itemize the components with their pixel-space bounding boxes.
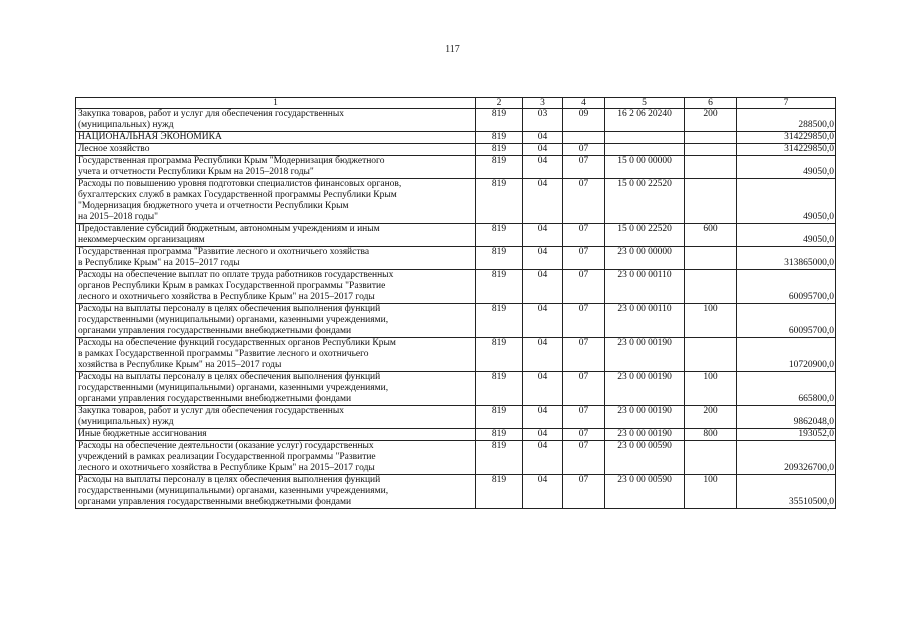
table-row [76,247,836,270]
table-row [76,475,836,509]
row-section-cell: 04 [523,270,563,304]
row-amount-cell: 209326700,0 [737,441,836,475]
row-subsection-cell: 07 [563,156,605,179]
row-section-cell: 04 [523,144,563,156]
row-expense-type-cell: 200 [685,406,737,429]
row-name-cell: Государственная программа Республики Крым "Модернизация бюджетного учета и отчетности Республики Крым на 2015–2018 годы" [76,156,476,179]
row-subsection-cell: 07 [563,406,605,429]
table-row [76,109,836,132]
row-amount-cell: 193052,0 [737,429,836,441]
row-ministry-cell: 819 [476,429,523,441]
row-ministry-cell: 819 [476,179,523,224]
row-expense-type-cell [685,441,737,475]
row-name-cell: Расходы на обеспечение функций государственных органов Республики Крым в рамках Государственной программы "Развитие лесного и охотничьего хозяйства в Республике Крым" на 2015–2017 годы [76,338,476,372]
row-name-cell: Лесное хозяйство [76,144,476,156]
row-target-cell: 23 0 00 00190 [605,406,685,429]
row-subsection-cell: 07 [563,304,605,338]
row-ministry-cell: 819 [476,372,523,406]
row-expense-type-cell: 600 [685,224,737,247]
row-target-cell: 23 0 00 00110 [605,270,685,304]
row-expense-type-cell [685,247,737,270]
row-section-cell: 04 [523,372,563,406]
row-amount-cell: 665800,0 [737,372,836,406]
row-section-cell: 04 [523,156,563,179]
row-section-cell: 04 [523,406,563,429]
row-ministry-cell: 819 [476,132,523,144]
row-amount-cell: 10720900,0 [737,338,836,372]
row-expense-type-cell [685,132,737,144]
row-ministry-cell: 819 [476,109,523,132]
row-subsection-cell: 09 [563,109,605,132]
column-header-4: 4 [563,98,605,109]
row-subsection-cell: 07 [563,429,605,441]
column-header-row [76,98,836,109]
row-section-cell: 04 [523,304,563,338]
table-row [76,338,836,372]
row-section-cell: 04 [523,132,563,144]
row-subsection-cell: 07 [563,179,605,224]
row-ministry-cell: 819 [476,441,523,475]
row-section-cell: 03 [523,109,563,132]
row-amount-cell: 314229850,0 [737,132,836,144]
row-subsection-cell: 07 [563,224,605,247]
row-ministry-cell: 819 [476,475,523,509]
row-expense-type-cell: 100 [685,372,737,406]
row-ministry-cell: 819 [476,338,523,372]
row-expense-type-cell [685,179,737,224]
row-section-cell: 04 [523,179,563,224]
row-ministry-cell: 819 [476,156,523,179]
column-header-7: 7 [737,98,836,109]
row-target-cell: 15 0 00 22520 [605,179,685,224]
table-row [76,156,836,179]
row-expense-type-cell [685,270,737,304]
row-name-cell: Государственная программа "Развитие лесного и охотничьего хозяйства в Республике Крым" на 2015–2017 годы [76,247,476,270]
row-target-cell [605,144,685,156]
row-amount-cell: 60095700,0 [737,270,836,304]
row-target-cell: 23 0 00 00110 [605,304,685,338]
row-target-cell: 16 2 06 20240 [605,109,685,132]
row-subsection-cell: 07 [563,338,605,372]
table-row [76,179,836,224]
row-section-cell: 04 [523,338,563,372]
row-subsection-cell: 07 [563,144,605,156]
table-row [76,441,836,475]
row-subsection-cell: 07 [563,247,605,270]
column-header-6: 6 [685,98,737,109]
row-name-cell: Расходы на обеспечение выплат по оплате труда работников государственных органов Республики Крым в рамках Государственной программы "Развитие лесного и охотничьего хозяйства в Республике Крым" на 2015–2017 годы [76,270,476,304]
row-section-cell: 04 [523,224,563,247]
row-expense-type-cell [685,156,737,179]
row-amount-cell: 49050,0 [737,179,836,224]
row-expense-type-cell [685,144,737,156]
table-row [76,224,836,247]
row-ministry-cell: 819 [476,270,523,304]
row-section-cell: 04 [523,429,563,441]
row-target-cell: 23 0 00 00590 [605,475,685,509]
column-header-1: 1 [76,98,476,109]
row-target-cell: 15 0 00 00000 [605,156,685,179]
table-row [76,406,836,429]
table-row [76,270,836,304]
column-header-5: 5 [605,98,685,109]
row-expense-type-cell: 800 [685,429,737,441]
column-header-2: 2 [476,98,523,109]
row-target-cell: 23 0 00 00190 [605,338,685,372]
row-name-cell: Предоставление субсидий бюджетным, автономным учреждениям и иным некоммерческим организациям [76,224,476,247]
page-number: 117 [445,44,460,55]
row-expense-type-cell: 100 [685,475,737,509]
row-subsection-cell [563,132,605,144]
row-name-cell: Закупка товаров, работ и услуг для обеспечения государственных (муниципальных) нужд [76,406,476,429]
row-name-cell: НАЦИОНАЛЬНАЯ ЭКОНОМИКА [76,132,476,144]
row-name-cell: Иные бюджетные ассигнования [76,429,476,441]
row-target-cell: 23 0 00 00190 [605,429,685,441]
row-subsection-cell: 07 [563,270,605,304]
row-amount-cell: 49050,0 [737,224,836,247]
row-section-cell: 04 [523,475,563,509]
budget-table [75,97,836,509]
row-expense-type-cell [685,338,737,372]
row-name-cell: Расходы на выплаты персоналу в целях обеспечения выполнения функций государственными (муниципальными) органами, казенными учреждениями, органами управления государственными внебюджетными фондами [76,372,476,406]
row-ministry-cell: 819 [476,304,523,338]
row-amount-cell: 35510500,0 [737,475,836,509]
row-name-cell: Расходы по повышению уровня подготовки специалистов финансовых органов, бухгалтерских служб в рамках Государственной программы Республики Крым "Модернизация бюджетного учета и отчетности Республики Крым на 2015–2018 годы" [76,179,476,224]
table-body [76,98,836,509]
row-target-cell: 23 0 00 00590 [605,441,685,475]
table-row [76,429,836,441]
row-amount-cell: 60095700,0 [737,304,836,338]
row-section-cell: 04 [523,441,563,475]
row-subsection-cell: 07 [563,475,605,509]
column-header-3: 3 [523,98,563,109]
row-expense-type-cell: 200 [685,109,737,132]
row-subsection-cell: 07 [563,441,605,475]
row-ministry-cell: 819 [476,224,523,247]
row-target-cell: 15 0 00 22520 [605,224,685,247]
row-ministry-cell: 819 [476,247,523,270]
row-target-cell [605,132,685,144]
row-amount-cell: 9862048,0 [737,406,836,429]
row-name-cell: Расходы на обеспечение деятельности (оказание услуг) государственных учреждений в рамках реализации Государственной программы "Развитие лесного и охотничьего хозяйства в Республике Крым" на 2015–2017 годы [76,441,476,475]
row-name-cell: Расходы на выплаты персоналу в целях обеспечения выполнения функций государственными (муниципальными) органами, казенными учреждениями, органами управления государственными внебюджетными фондами [76,475,476,509]
table-row [76,304,836,338]
row-amount-cell: 288500,0 [737,109,836,132]
row-ministry-cell: 819 [476,144,523,156]
row-ministry-cell: 819 [476,406,523,429]
row-target-cell: 23 0 00 00190 [605,372,685,406]
table-row [76,132,836,144]
row-amount-cell: 313865000,0 [737,247,836,270]
row-subsection-cell: 07 [563,372,605,406]
row-target-cell: 23 0 00 00000 [605,247,685,270]
row-amount-cell: 49050,0 [737,156,836,179]
row-name-cell: Закупка товаров, работ и услуг для обеспечения государственных (муниципальных) нужд [76,109,476,132]
table-row [76,372,836,406]
row-expense-type-cell: 100 [685,304,737,338]
row-name-cell: Расходы на выплаты персоналу в целях обеспечения выполнения функций государственными (муниципальными) органами, казенными учреждениями, органами управления государственными внебюджетными фондами [76,304,476,338]
row-amount-cell: 314229850,0 [737,144,836,156]
table-row [76,144,836,156]
row-section-cell: 04 [523,247,563,270]
